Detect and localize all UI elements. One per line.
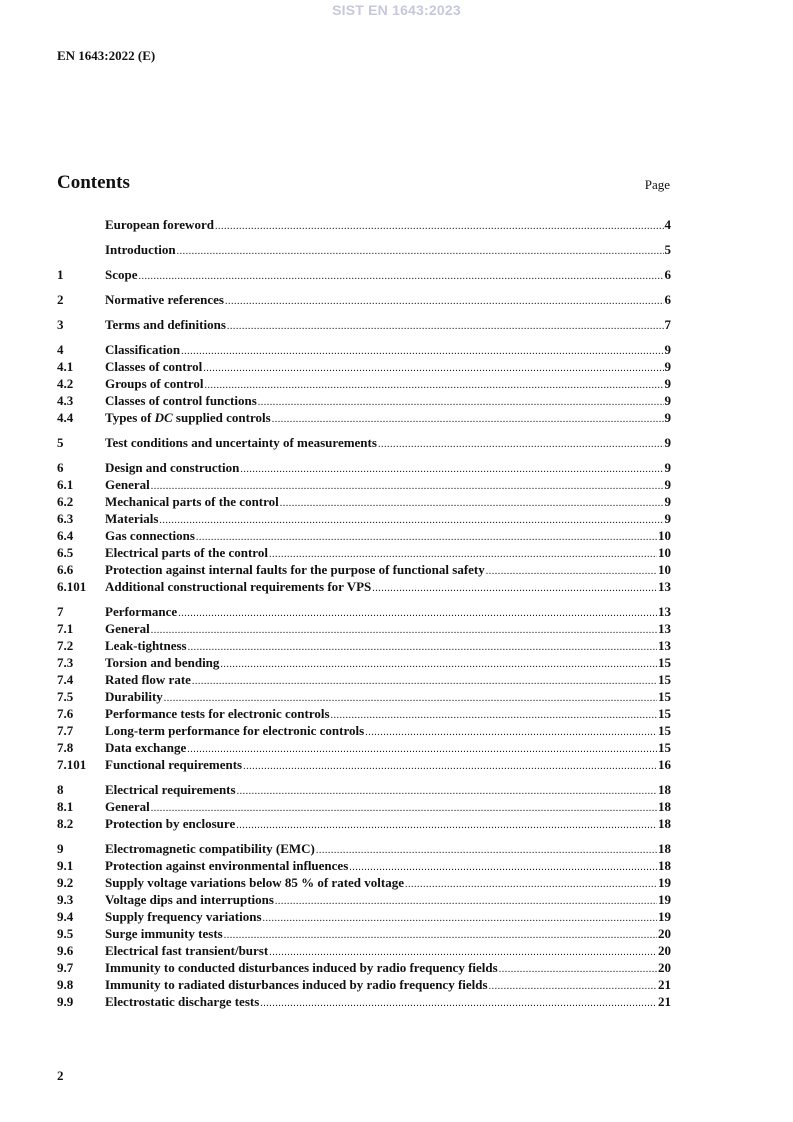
- toc-entry-page: 19: [658, 892, 671, 907]
- toc-entry-title: General: [105, 799, 150, 814]
- toc-entry-page: 5: [664, 242, 671, 257]
- dot-leader: [177, 241, 664, 260]
- toc-entry-number: 6.6: [57, 562, 74, 577]
- dot-leader: [260, 993, 657, 1012]
- toc-entry-title: Electrical parts of the control: [105, 545, 268, 560]
- toc-entry-title: Voltage dips and interruptions: [105, 892, 274, 907]
- toc-entry-number: 9.9: [57, 994, 74, 1009]
- toc-entry-page: 15: [658, 740, 671, 755]
- toc-entry-number: 9.6: [57, 943, 74, 958]
- dot-leader: [225, 291, 664, 310]
- toc-entry-title-part: Types of: [105, 410, 155, 425]
- toc-entry-page: 15: [658, 672, 671, 687]
- toc-entry-title: Performance tests for electronic controls: [105, 706, 330, 721]
- toc-entry-number: 4: [57, 342, 64, 357]
- toc-entry-page: 6: [664, 292, 671, 307]
- toc-entry-page: 21: [658, 994, 671, 1009]
- toc-entry-number: 6.5: [57, 545, 74, 560]
- dot-leader: [215, 216, 664, 235]
- toc-entry-number: 8: [57, 782, 64, 797]
- toc-entry-number: 7.6: [57, 706, 74, 721]
- toc-entry-number: 6: [57, 460, 64, 475]
- toc-entry[interactable]: [57, 874, 671, 891]
- contents-title: Contents: [57, 172, 130, 193]
- toc-entry-page: 9: [664, 393, 671, 408]
- toc-entry-title: Test conditions and uncertainty of measurements: [105, 435, 377, 450]
- toc-entry[interactable]: [57, 291, 671, 308]
- toc-entry[interactable]: [57, 993, 671, 1010]
- toc-entry-title: Immunity to radiated disturbances induced by radio frequency fields: [105, 977, 488, 992]
- toc-entry[interactable]: [57, 409, 671, 426]
- toc-entry[interactable]: [57, 266, 671, 283]
- dot-leader: [227, 316, 664, 335]
- toc-entry-title: Long-term performance for electronic controls: [105, 723, 365, 738]
- toc-entry-number: 6.3: [57, 511, 74, 526]
- toc-entry-title: Functional requirements: [105, 757, 243, 772]
- toc-entry-title: Materials: [105, 511, 159, 526]
- toc-entry-number: 7.4: [57, 672, 74, 687]
- toc-entry[interactable]: [57, 891, 671, 908]
- toc-entry-title: General: [105, 621, 150, 636]
- toc-entry-title: Electromagnetic compatibility (EMC): [105, 841, 315, 856]
- toc-entry[interactable]: [57, 241, 671, 258]
- toc-entry-number: 6.101: [57, 579, 87, 594]
- toc-entry[interactable]: [57, 216, 671, 233]
- toc-entry[interactable]: [57, 434, 671, 451]
- toc-entry-number: 9.7: [57, 960, 74, 975]
- toc-entry-title: Electrical requirements: [105, 782, 236, 797]
- toc-entry[interactable]: [57, 637, 671, 654]
- toc-entry[interactable]: [57, 798, 671, 815]
- toc-entry-number: 9.8: [57, 977, 74, 992]
- toc-entry[interactable]: [57, 654, 671, 671]
- toc-entry-page: 10: [658, 545, 671, 560]
- toc-entry[interactable]: [57, 942, 671, 959]
- toc-entry-title: Protection against internal faults for the purpose of functional safety: [105, 562, 485, 577]
- toc-entry[interactable]: [57, 781, 671, 798]
- toc-entry-number: 7.3: [57, 655, 74, 670]
- toc-entry-page: 9: [664, 494, 671, 509]
- toc-entry-number: 7.7: [57, 723, 74, 738]
- toc-entry-title: Protection against environmental influences: [105, 858, 349, 873]
- toc-entry-title: Supply voltage variations below 85 % of rated voltage: [105, 875, 404, 890]
- toc-entry[interactable]: [57, 603, 671, 620]
- toc-entry-title: Terms and definitions: [105, 317, 226, 332]
- toc-entry-page: 18: [658, 782, 671, 797]
- toc-entry-page: 20: [658, 943, 671, 958]
- toc-entry-title: Groups of control: [105, 376, 204, 391]
- toc-entry-title: Torsion and bending: [105, 655, 220, 670]
- dot-leader: [272, 409, 664, 428]
- toc-entry-page: 9: [664, 511, 671, 526]
- toc-entry-page: 20: [658, 926, 671, 941]
- toc-entry-number: 9.2: [57, 875, 74, 890]
- toc-entry-number: 7: [57, 604, 64, 619]
- toc-entry-number: 7.101: [57, 757, 87, 772]
- toc-entry-title: Classification: [105, 342, 181, 357]
- toc-entry-number: 1: [57, 267, 64, 282]
- toc-entry-page: 9: [664, 477, 671, 492]
- toc-entry-title: Leak-tightness: [105, 638, 187, 653]
- toc-entry-number: 4.3: [57, 393, 74, 408]
- toc-entry-number: 3: [57, 317, 64, 332]
- toc-entry[interactable]: [57, 375, 671, 392]
- toc-entry-title: Classes of control functions: [105, 393, 257, 408]
- dot-leader: [236, 815, 657, 834]
- toc-entry-page: 9: [664, 359, 671, 374]
- toc-entry[interactable]: [57, 705, 671, 722]
- toc-entry-title: Data exchange: [105, 740, 187, 755]
- toc-entry-title: Introduction: [105, 242, 176, 257]
- page-column-heading: Page: [644, 177, 670, 192]
- toc-entry-page: 13: [658, 638, 671, 653]
- toc-entry[interactable]: [57, 959, 671, 976]
- toc-entry[interactable]: [57, 392, 671, 409]
- toc-entry-number: 9.1: [57, 858, 74, 873]
- toc-entry-page: 7: [664, 317, 671, 332]
- toc-entry[interactable]: [57, 722, 671, 739]
- toc-entry[interactable]: [57, 857, 671, 874]
- table-of-contents: [57, 216, 671, 1010]
- toc-entry-page: 18: [658, 841, 671, 856]
- toc-entry-number: 4.1: [57, 359, 74, 374]
- toc-entry-page: 10: [658, 562, 671, 577]
- toc-entry-title: [105, 409, 271, 426]
- toc-entry[interactable]: [57, 510, 671, 527]
- toc-entry-title: Design and construction: [105, 460, 240, 475]
- toc-entry[interactable]: [57, 908, 671, 925]
- toc-entry-number: 4.4: [57, 410, 74, 425]
- toc-entry[interactable]: [57, 544, 671, 561]
- toc-entry-title-emphasis: DC: [154, 410, 173, 425]
- toc-entry-number: 9: [57, 841, 64, 856]
- toc-entry-title: Additional constructional requirements for VPS: [105, 579, 372, 594]
- toc-entry-title: Performance: [105, 604, 178, 619]
- toc-entry-page: 10: [658, 528, 671, 543]
- dot-leader: [139, 266, 664, 285]
- toc-entry[interactable]: [57, 976, 671, 993]
- toc-entry-page: 9: [664, 410, 671, 425]
- toc-entry[interactable]: [57, 620, 671, 637]
- watermark: SIST EN 1643:2023: [332, 2, 461, 18]
- toc-entry-page: 15: [658, 655, 671, 670]
- toc-entry[interactable]: [57, 527, 671, 544]
- toc-entry-page: 6: [664, 267, 671, 282]
- document-id: EN 1643:2022 (E): [57, 48, 156, 63]
- toc-entry[interactable]: [57, 756, 671, 773]
- toc-entry-number: 7.2: [57, 638, 74, 653]
- toc-entry-number: 9.3: [57, 892, 74, 907]
- toc-entry-title: Scope: [105, 267, 138, 282]
- toc-entry-page: 18: [658, 799, 671, 814]
- toc-entry[interactable]: [57, 815, 671, 832]
- toc-entry-page: 13: [658, 621, 671, 636]
- toc-entry-page: 9: [664, 435, 671, 450]
- toc-entry[interactable]: [57, 316, 671, 333]
- toc-entry-number: 5: [57, 435, 64, 450]
- toc-entry-title: Electrical fast transient/burst: [105, 943, 269, 958]
- toc-entry-page: 13: [658, 604, 671, 619]
- toc-entry[interactable]: [57, 840, 671, 857]
- toc-entry-title: General: [105, 477, 150, 492]
- toc-entry-number: 2: [57, 292, 64, 307]
- toc-entry-number: 4.2: [57, 376, 74, 391]
- toc-entry[interactable]: [57, 671, 671, 688]
- toc-entry-number: 6.2: [57, 494, 74, 509]
- toc-entry[interactable]: [57, 341, 671, 358]
- toc-entry[interactable]: [57, 578, 671, 595]
- toc-entry-page: 9: [664, 376, 671, 391]
- toc-entry-title: Classes of control: [105, 359, 203, 374]
- toc-entry-title-part: supplied controls: [172, 410, 271, 425]
- toc-entry-title: European foreword: [105, 217, 214, 232]
- toc-entry-page: 21: [658, 977, 671, 992]
- toc-entry-title: Supply frequency variations: [105, 909, 262, 924]
- dot-leader: [378, 434, 664, 453]
- toc-entry-title: Rated flow rate: [105, 672, 191, 687]
- toc-entry-number: 6.1: [57, 477, 74, 492]
- toc-entry-number: 7.1: [57, 621, 74, 636]
- toc-entry[interactable]: [57, 561, 671, 578]
- toc-entry-page: 4: [664, 217, 671, 232]
- toc-entry-number: 6.4: [57, 528, 74, 543]
- footer-page-number: 2: [57, 1068, 64, 1083]
- toc-entry-page: 15: [658, 706, 671, 721]
- toc-entry-title: Gas connections: [105, 528, 195, 543]
- toc-entry-title: Protection by enclosure: [105, 816, 236, 831]
- toc-entry-page: 19: [658, 909, 671, 924]
- toc-entry-title: Electrostatic discharge tests: [105, 994, 260, 1009]
- toc-entry-number: 7.8: [57, 740, 74, 755]
- toc-entry-page: 13: [658, 579, 671, 594]
- toc-entry[interactable]: [57, 493, 671, 510]
- toc-entry[interactable]: [57, 476, 671, 493]
- toc-entry-number: 9.5: [57, 926, 74, 941]
- toc-entry-number: 8.1: [57, 799, 74, 814]
- toc-entry[interactable]: [57, 459, 671, 476]
- toc-entry-page: 18: [658, 858, 671, 873]
- toc-entry-page: 9: [664, 460, 671, 475]
- toc-entry-title: Durability: [105, 689, 163, 704]
- toc-entry-page: 18: [658, 816, 671, 831]
- toc-entry[interactable]: [57, 739, 671, 756]
- toc-entry-number: 7.5: [57, 689, 74, 704]
- toc-entry-page: 15: [658, 689, 671, 704]
- toc-entry-page: 16: [658, 757, 671, 772]
- toc-entry[interactable]: [57, 688, 671, 705]
- toc-entry-page: 15: [658, 723, 671, 738]
- toc-entry-title: Mechanical parts of the control: [105, 494, 279, 509]
- toc-entry[interactable]: [57, 358, 671, 375]
- toc-entry-title: Surge immunity tests: [105, 926, 223, 941]
- dot-leader: [372, 578, 657, 597]
- toc-entry-page: 20: [658, 960, 671, 975]
- toc-entry-title: Immunity to conducted disturbances induced by radio frequency fields: [105, 960, 498, 975]
- toc-entry-page: 19: [658, 875, 671, 890]
- toc-entry[interactable]: [57, 925, 671, 942]
- toc-entry-page: 9: [664, 342, 671, 357]
- dot-leader: [243, 756, 657, 775]
- toc-entry-title: Normative references: [105, 292, 224, 307]
- toc-entry-number: 9.4: [57, 909, 74, 924]
- toc-entry-number: 8.2: [57, 816, 74, 831]
